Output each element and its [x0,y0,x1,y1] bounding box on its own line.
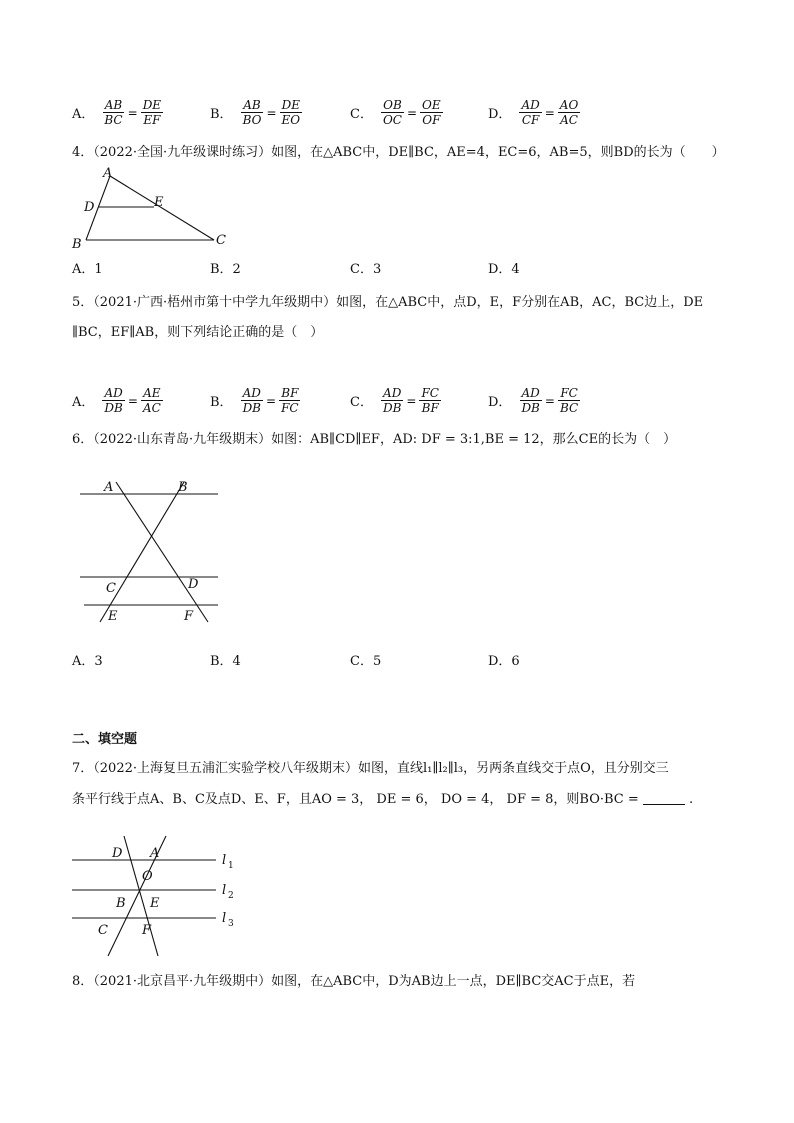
q7-label-e: E [150,896,160,911]
denominator: BF [421,401,439,415]
numerator: AD [383,386,402,400]
equals-sign: = [266,105,277,120]
q3-option-c[interactable] [350,98,443,127]
option-label: A． [72,107,95,122]
q6-label-c: C [106,581,116,596]
fraction [280,98,303,127]
q7-label-o: O [142,869,153,884]
question-8-text: 8．（2021·北京昌平·九年级期中）如图，在△ABC中，D为AB边上一点，DE∥BC交AC于点E，若 [72,974,636,989]
fraction [241,386,263,415]
q4-label-e: E [154,195,164,210]
numerator: FC [421,386,439,400]
numerator: BF [281,386,299,400]
fraction [381,386,403,415]
q6-label-e: E [108,609,118,624]
equals-sign: = [406,393,417,408]
option-label: C． [350,107,373,122]
q6-parallel-lines-diagram [72,470,222,630]
question-6-text: 6．（2022·山东青岛·九年级期末）如图：AB∥CD∥EF，AD: DF = 3:1,BE = 12，那么CE的长为（ ） [72,432,677,447]
fraction [102,386,124,415]
q4-option-c[interactable]: C．3 [350,262,382,277]
denominator: FC [281,401,299,415]
q7-parallel-lines-diagram [68,830,248,962]
q7-label-a: A [150,846,160,861]
q6-label-a: A [104,480,114,495]
q4-label-c: C [216,233,226,248]
q5-option-a[interactable] [72,386,163,415]
denominator: OC [382,113,402,127]
q4-label-b: B [72,237,82,250]
q7-label-l2: l [222,883,227,898]
q7-label-f: F [142,923,152,938]
option-label: C． [350,395,373,410]
denominator: AC [560,113,578,127]
question-7-line2-end: . [689,792,694,807]
denominator: OF [422,113,441,127]
q4-label-a: A [103,166,113,181]
q4-option-a[interactable]: A．1 [72,262,103,277]
equals-sign: = [266,393,277,408]
denominator: EO [281,113,301,127]
q6-label-f: F [184,609,194,624]
denominator: DB [242,401,262,415]
q7-label-b: B [116,896,126,911]
denominator: DB [521,401,540,415]
q6-option-c[interactable]: C．5 [350,654,382,669]
q6-option-d[interactable]: D．6 [488,654,520,669]
q7-label-c: C [98,923,108,938]
fraction [141,386,163,415]
q6-option-a[interactable]: A．3 [72,654,103,669]
fraction [241,98,264,127]
question-7-line2-text: 条平行线于点A、B、C及点D、E、F，且AO = 3， DE = 6， DO = 4， DF = 8，则BO·BC = [72,792,639,807]
denominator: CF [521,113,540,127]
question-5-line1: 5．（2021·广西·梧州市第十中学九年级期中）如图，在△ABC中，点D，E，F分别在AB，AC，BC边上，DE [72,295,704,310]
question-4-text: 4．（2022·全国·九年级课时练习）如图，在△ABC中，DE∥BC，AE=4，EC=6，AB=5，则BD的长为（ ） [72,145,725,160]
q7-label-l1-sub: 1 [228,861,234,871]
denominator: AC [142,401,161,415]
equals-sign: = [544,393,555,408]
numerator: AO [559,98,579,112]
numerator: AE [143,386,161,400]
option-label: D． [488,107,512,122]
numerator: AD [104,386,123,400]
numerator: FC [560,386,578,400]
fraction [102,98,124,127]
fraction [519,98,541,127]
option-label: B． [210,395,233,410]
fraction [420,98,443,127]
q6-option-b[interactable]: B．4 [210,654,241,669]
q3-option-d[interactable] [488,98,580,127]
equals-sign: = [127,393,138,408]
q5-option-c[interactable] [350,386,441,415]
q3-option-a[interactable] [72,98,163,127]
section-heading-fill-in: 二、填空题 [72,732,138,747]
fraction [558,98,581,127]
numerator: DE [142,98,162,112]
denominator: BC [559,401,579,415]
option-label: D． [488,395,512,410]
q7-label-l1: l [222,853,227,868]
question-5-line2: ∥BC，EF∥AB，则下列结论正确的是（ ） [72,325,324,340]
denominator: DB [382,401,402,415]
equals-sign: = [544,105,555,120]
q6-label-d: D [188,577,199,592]
numerator: AD [521,98,540,112]
q7-label-l2-sub: 2 [228,891,234,901]
q4-label-d: D [84,200,95,215]
q4-option-d[interactable]: D．4 [488,262,520,277]
q5-option-d[interactable] [488,386,580,415]
question-7-line1: 7．（2022·上海复旦五浦汇实验学校八年级期末）如图，直线l₁∥l₂∥l₃，另两条直线交于点O，且分别交三 [72,761,669,776]
fraction [381,98,404,127]
fraction [279,386,301,415]
equals-sign: = [406,105,418,120]
numerator: AB [104,98,123,112]
q7-label-l3: l [222,911,227,926]
denominator: EF [143,113,161,127]
numerator: DE [281,98,301,112]
numerator: OE [422,98,441,112]
fraction [141,98,163,127]
answer-blank[interactable] [643,792,685,805]
option-label: A． [72,395,95,410]
q5-option-b[interactable] [210,386,301,415]
numerator: AB [243,98,261,112]
option-label: B． [210,107,233,122]
numerator: AD [242,386,261,400]
fraction [419,386,441,415]
q6-label-b: B [178,480,188,495]
numerator: AD [521,386,540,400]
q7-label-l3-sub: 3 [228,919,234,929]
q7-label-d: D [112,846,123,861]
question-7-line2 [72,791,693,809]
denominator: BC [104,113,123,127]
fraction [519,386,541,415]
q4-triangle-diagram [68,166,238,250]
q4-option-b[interactable]: B．2 [210,262,241,277]
denominator: DB [104,401,123,415]
denominator: BO [242,113,262,127]
equals-sign: = [127,105,138,120]
numerator: OB [383,98,402,112]
fraction [558,386,580,415]
q3-option-b[interactable] [210,98,302,127]
